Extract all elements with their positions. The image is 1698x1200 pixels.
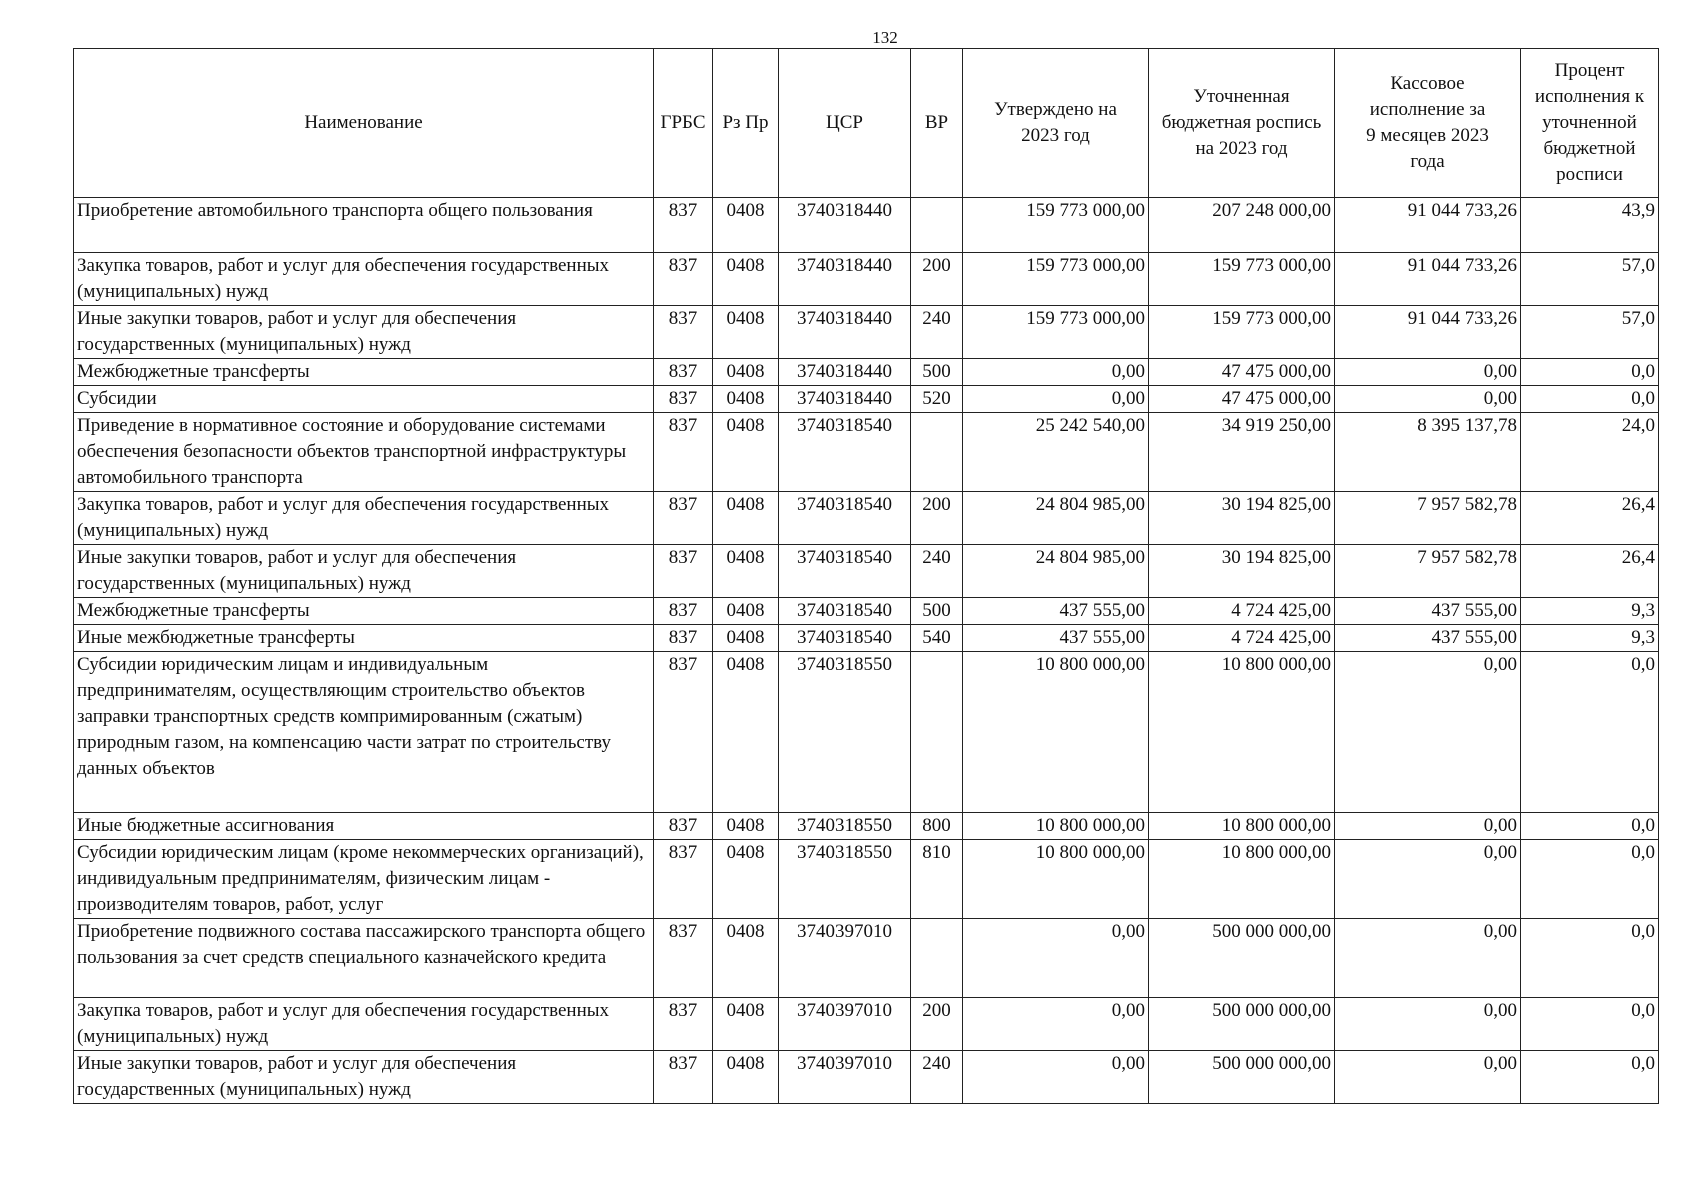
cell-refined: 4 724 425,00	[1149, 598, 1335, 625]
table-row	[74, 306, 1659, 359]
header-row	[74, 49, 1659, 198]
cell-rzpr: 0408	[713, 306, 779, 359]
table-row	[74, 413, 1659, 492]
cell-name: Субсидии юридическим лицам (кроме некоммерческих организаций), индивидуальным предпринимателям, физическим лицам - производителям товаров, работ, услуг	[74, 840, 654, 919]
header-csr: ЦСР	[779, 49, 911, 198]
cell-csr: 3740318550	[779, 813, 911, 840]
cell-cash: 0,00	[1335, 1051, 1521, 1104]
table-row	[74, 840, 1659, 919]
budget-table	[73, 48, 1659, 1104]
cell-cash: 91 044 733,26	[1335, 306, 1521, 359]
header-grbs: ГРБС	[654, 49, 713, 198]
cell-csr: 3740318550	[779, 840, 911, 919]
table-row	[74, 1051, 1659, 1104]
cell-name: Приведение в нормативное состояние и оборудование системами обеспечения безопасности объектов транспортной инфраструктуры автомобильного транспорта	[74, 413, 654, 492]
cell-percent: 43,9	[1521, 198, 1659, 253]
cell-approved: 10 800 000,00	[963, 652, 1149, 813]
cell-vr: 240	[911, 306, 963, 359]
cell-percent: 0,0	[1521, 998, 1659, 1051]
cell-rzpr: 0408	[713, 919, 779, 998]
cell-cash: 437 555,00	[1335, 598, 1521, 625]
cell-approved: 437 555,00	[963, 598, 1149, 625]
cell-vr: 200	[911, 998, 963, 1051]
cell-percent: 0,0	[1521, 386, 1659, 413]
cell-grbs: 837	[654, 998, 713, 1051]
header-approved: Утверждено на 2023 год	[963, 49, 1149, 198]
cell-refined: 10 800 000,00	[1149, 840, 1335, 919]
cell-grbs: 837	[654, 413, 713, 492]
header-name: Наименование	[74, 49, 654, 198]
header-percent: Процент исполнения к уточненной бюджетной росписи	[1521, 49, 1659, 198]
table-row	[74, 253, 1659, 306]
cell-rzpr: 0408	[713, 652, 779, 813]
cell-refined: 34 919 250,00	[1149, 413, 1335, 492]
cell-rzpr: 0408	[713, 998, 779, 1051]
cell-vr	[911, 652, 963, 813]
cell-refined: 207 248 000,00	[1149, 198, 1335, 253]
cell-percent: 0,0	[1521, 919, 1659, 998]
cell-vr: 520	[911, 386, 963, 413]
cell-name: Закупка товаров, работ и услуг для обеспечения государственных (муниципальных) нужд	[74, 253, 654, 306]
cell-approved: 10 800 000,00	[963, 813, 1149, 840]
cell-csr: 3740318540	[779, 413, 911, 492]
cell-approved: 0,00	[963, 998, 1149, 1051]
cell-csr: 3740397010	[779, 1051, 911, 1104]
cell-cash: 0,00	[1335, 840, 1521, 919]
cell-refined: 30 194 825,00	[1149, 545, 1335, 598]
cell-csr: 3740318440	[779, 198, 911, 253]
cell-approved: 0,00	[963, 386, 1149, 413]
cell-vr	[911, 198, 963, 253]
cell-grbs: 837	[654, 1051, 713, 1104]
cell-approved: 159 773 000,00	[963, 306, 1149, 359]
cell-percent: 9,3	[1521, 598, 1659, 625]
cell-vr: 500	[911, 598, 963, 625]
cell-refined: 500 000 000,00	[1149, 919, 1335, 998]
cell-rzpr: 0408	[713, 386, 779, 413]
table-row	[74, 492, 1659, 545]
cell-vr	[911, 413, 963, 492]
cell-name: Закупка товаров, работ и услуг для обеспечения государственных (муниципальных) нужд	[74, 492, 654, 545]
cell-refined: 10 800 000,00	[1149, 813, 1335, 840]
cell-grbs: 837	[654, 625, 713, 652]
cell-refined: 30 194 825,00	[1149, 492, 1335, 545]
cell-cash: 8 395 137,78	[1335, 413, 1521, 492]
cell-grbs: 837	[654, 198, 713, 253]
cell-vr: 200	[911, 253, 963, 306]
header-cash: Кассовое исполнение за 9 месяцев 2023 года	[1335, 49, 1521, 198]
cell-rzpr: 0408	[713, 198, 779, 253]
cell-rzpr: 0408	[713, 625, 779, 652]
cell-name: Межбюджетные трансферты	[74, 359, 654, 386]
cell-cash: 7 957 582,78	[1335, 492, 1521, 545]
cell-percent: 26,4	[1521, 492, 1659, 545]
cell-cash: 0,00	[1335, 652, 1521, 813]
cell-csr: 3740318440	[779, 359, 911, 386]
cell-rzpr: 0408	[713, 492, 779, 545]
cell-percent: 57,0	[1521, 253, 1659, 306]
cell-csr: 3740318540	[779, 545, 911, 598]
table-row	[74, 625, 1659, 652]
cell-grbs: 837	[654, 253, 713, 306]
cell-grbs: 837	[654, 840, 713, 919]
cell-percent: 0,0	[1521, 813, 1659, 840]
cell-vr: 240	[911, 545, 963, 598]
cell-rzpr: 0408	[713, 1051, 779, 1104]
cell-approved: 24 804 985,00	[963, 492, 1149, 545]
cell-cash: 0,00	[1335, 386, 1521, 413]
cell-csr: 3740318440	[779, 253, 911, 306]
cell-name: Иные закупки товаров, работ и услуг для обеспечения государственных (муниципальных) нужд	[74, 545, 654, 598]
cell-vr: 240	[911, 1051, 963, 1104]
cell-percent: 57,0	[1521, 306, 1659, 359]
cell-name: Закупка товаров, работ и услуг для обеспечения государственных (муниципальных) нужд	[74, 998, 654, 1051]
cell-grbs: 837	[654, 652, 713, 813]
page-number: 132	[872, 28, 898, 47]
cell-percent: 0,0	[1521, 359, 1659, 386]
cell-approved: 24 804 985,00	[963, 545, 1149, 598]
cell-rzpr: 0408	[713, 813, 779, 840]
cell-percent: 0,0	[1521, 840, 1659, 919]
cell-rzpr: 0408	[713, 840, 779, 919]
cell-percent: 0,0	[1521, 652, 1659, 813]
cell-vr: 200	[911, 492, 963, 545]
table-row	[74, 652, 1659, 813]
cell-csr: 3740397010	[779, 919, 911, 998]
cell-csr: 3740318540	[779, 598, 911, 625]
table-row	[74, 998, 1659, 1051]
cell-refined: 159 773 000,00	[1149, 253, 1335, 306]
table-row	[74, 386, 1659, 413]
cell-name: Иные закупки товаров, работ и услуг для обеспечения государственных (муниципальных) нужд	[74, 306, 654, 359]
cell-grbs: 837	[654, 359, 713, 386]
cell-name: Иные закупки товаров, работ и услуг для обеспечения государственных (муниципальных) нужд	[74, 1051, 654, 1104]
header-rzpr: Рз Пр	[713, 49, 779, 198]
cell-vr: 810	[911, 840, 963, 919]
cell-vr: 800	[911, 813, 963, 840]
cell-csr: 3740318440	[779, 386, 911, 413]
cell-grbs: 837	[654, 919, 713, 998]
cell-approved: 159 773 000,00	[963, 253, 1149, 306]
cell-rzpr: 0408	[713, 253, 779, 306]
cell-approved: 159 773 000,00	[963, 198, 1149, 253]
cell-name: Субсидии	[74, 386, 654, 413]
cell-cash: 7 957 582,78	[1335, 545, 1521, 598]
cell-cash: 91 044 733,26	[1335, 253, 1521, 306]
table-row	[74, 598, 1659, 625]
cell-cash: 0,00	[1335, 813, 1521, 840]
cell-grbs: 837	[654, 813, 713, 840]
cell-rzpr: 0408	[713, 359, 779, 386]
cell-vr	[911, 919, 963, 998]
cell-grbs: 837	[654, 306, 713, 359]
cell-grbs: 837	[654, 598, 713, 625]
cell-name: Приобретение автомобильного транспорта общего пользования	[74, 198, 654, 253]
cell-refined: 4 724 425,00	[1149, 625, 1335, 652]
cell-grbs: 837	[654, 492, 713, 545]
cell-percent: 26,4	[1521, 545, 1659, 598]
cell-name: Межбюджетные трансферты	[74, 598, 654, 625]
cell-refined: 47 475 000,00	[1149, 386, 1335, 413]
cell-vr: 540	[911, 625, 963, 652]
cell-refined: 500 000 000,00	[1149, 998, 1335, 1051]
cell-cash: 437 555,00	[1335, 625, 1521, 652]
cell-csr: 3740318440	[779, 306, 911, 359]
cell-refined: 159 773 000,00	[1149, 306, 1335, 359]
cell-vr: 500	[911, 359, 963, 386]
cell-approved: 0,00	[963, 359, 1149, 386]
cell-name: Иные межбюджетные трансферты	[74, 625, 654, 652]
cell-percent: 9,3	[1521, 625, 1659, 652]
cell-refined: 10 800 000,00	[1149, 652, 1335, 813]
cell-name: Иные бюджетные ассигнования	[74, 813, 654, 840]
cell-percent: 24,0	[1521, 413, 1659, 492]
cell-name: Субсидии юридическим лицам и индивидуальным предпринимателям, осуществляющим строительство объектов заправки транспортных средств компримированным (сжатым) природным газом, на компенсацию части затрат по строительству данных объектов	[74, 652, 654, 813]
cell-grbs: 837	[654, 386, 713, 413]
cell-approved: 437 555,00	[963, 625, 1149, 652]
cell-cash: 0,00	[1335, 998, 1521, 1051]
cell-csr: 3740318540	[779, 492, 911, 545]
cell-name: Приобретение подвижного состава пассажирского транспорта общего пользования за счет средств специального казначейского кредита	[74, 919, 654, 998]
cell-refined: 500 000 000,00	[1149, 1051, 1335, 1104]
table-row	[74, 198, 1659, 253]
cell-percent: 0,0	[1521, 1051, 1659, 1104]
cell-approved: 25 242 540,00	[963, 413, 1149, 492]
cell-rzpr: 0408	[713, 545, 779, 598]
cell-cash: 0,00	[1335, 359, 1521, 386]
cell-approved: 10 800 000,00	[963, 840, 1149, 919]
cell-csr: 3740318540	[779, 625, 911, 652]
cell-csr: 3740397010	[779, 998, 911, 1051]
table-row	[74, 359, 1659, 386]
cell-approved: 0,00	[963, 1051, 1149, 1104]
cell-rzpr: 0408	[713, 413, 779, 492]
cell-approved: 0,00	[963, 919, 1149, 998]
cell-refined: 47 475 000,00	[1149, 359, 1335, 386]
cell-csr: 3740318550	[779, 652, 911, 813]
table-row	[74, 813, 1659, 840]
table-row	[74, 545, 1659, 598]
table-row	[74, 919, 1659, 998]
header-refined: Уточненная бюджетная роспись на 2023 год	[1149, 49, 1335, 198]
cell-rzpr: 0408	[713, 598, 779, 625]
cell-cash: 0,00	[1335, 919, 1521, 998]
cell-grbs: 837	[654, 545, 713, 598]
cell-cash: 91 044 733,26	[1335, 198, 1521, 253]
header-vr: ВР	[911, 49, 963, 198]
